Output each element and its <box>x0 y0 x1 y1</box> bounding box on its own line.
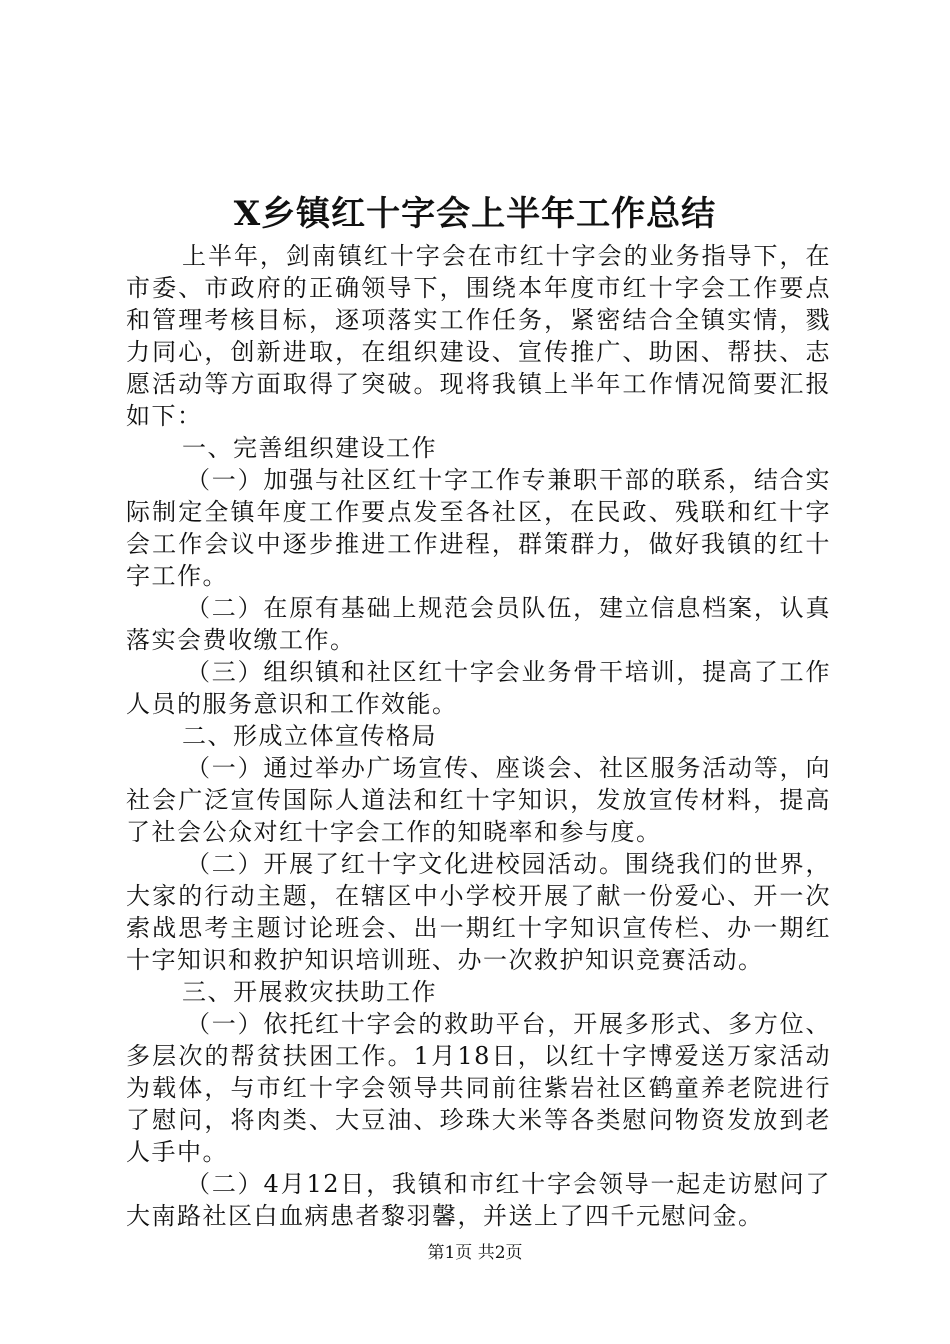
document-paragraph: 一、完善组织建设工作 <box>182 434 437 462</box>
document-paragraph: （二）开展了红十字文化进校园活动。围绕我们的世界，大家的行动主题，在辖区中小学校开展了献一份爱心、开一次索战思考主题讨论班会、出一期红十字知识宣传栏、办一期红十字知识和救护知识培训班、办一次救护知识竞赛活动。 <box>126 850 831 974</box>
document-paragraph: （一）通过举办广场宣传、座谈会、社区服务活动等，向社会广泛宣传国际人道法和红十字知识，发放宣传材料，提高了社会公众对红十字会工作的知晓率和参与度。 <box>126 754 831 846</box>
document-paragraph: 上半年，剑南镇红十字会在市红十字会的业务指导下，在市委、市政府的正确领导下，围绕本年度市红十字会工作要点和管理考核目标，逐项落实工作任务，紧密结合全镇实情，戮力同心，创新进取，在组织建设、宣传推广、助困、帮扶、志愿活动等方面取得了突破。现将我镇上半年工作情况简要汇报如下： <box>126 242 831 430</box>
document-paragraph: （三）组织镇和社区红十字会业务骨干培训，提高了工作人员的服务意识和工作效能。 <box>126 658 831 718</box>
document-paragraph: （二）4月12日，我镇和市红十字会领导一起走访慰问了大南路社区白血病患者黎羽馨，并送上了四千元慰问金。 <box>126 1170 831 1230</box>
document-title: X乡镇红十字会上半年工作总结 <box>233 194 717 234</box>
document-paragraph: 三、开展救灾扶助工作 <box>182 978 437 1006</box>
document-paragraph: （一）加强与社区红十字工作专兼职干部的联系，结合实际制定全镇年度工作要点发至各社区，在民政、残联和红十字会工作会议中逐步推进工作进程，群策群力，做好我镇的红十字工作。 <box>126 466 831 590</box>
document-paragraph: （二）在原有基础上规范会员队伍，建立信息档案，认真落实会费收缴工作。 <box>126 594 831 654</box>
document-paragraph: （一）依托红十字会的救助平台，开展多形式、多方位、多层次的帮贫扶困工作。1月18日，以红十字博爱送万家活动为载体，与市红十字会领导共同前往紫岩社区鹤童养老院进行了慰问，将肉类、大豆油、珍珠大米等各类慰问物资发放到老人手中。 <box>126 1010 831 1166</box>
page-footer: 第1页 共2页 <box>427 1243 523 1263</box>
document-paragraph: 二、形成立体宣传格局 <box>182 722 437 750</box>
document-body <box>126 240 831 1232</box>
